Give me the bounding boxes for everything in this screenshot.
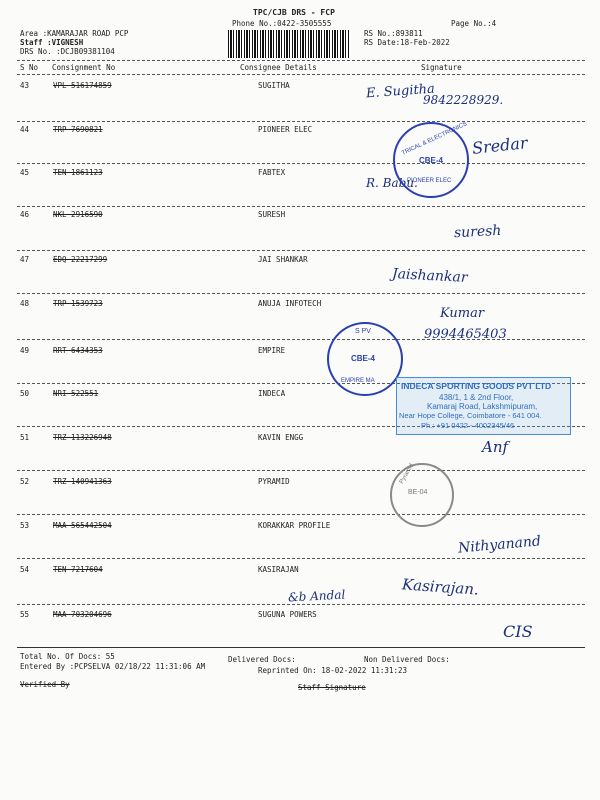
- indeca-stamp-address-3: Near Hope College, Coimbatore - 641 004.: [399, 411, 542, 420]
- phone-number: Phone No.:0422-3505555: [232, 19, 332, 28]
- pyramid-stamp-ring: Pyramid: [398, 462, 416, 486]
- indeca-stamp-phone: Ph.: +91 0422 - 4002345/46: [421, 421, 515, 430]
- row-divider: [17, 470, 585, 471]
- row-consignment: TRZ 140941363: [53, 477, 112, 486]
- col-header-consignment: Consignment No: [52, 63, 116, 72]
- row-consignee: KASIRAJAN: [258, 565, 299, 574]
- signature-55: CIS: [503, 622, 533, 641]
- row-consignment: TEN 7217604: [53, 565, 103, 574]
- row-consignee: SURESH: [258, 210, 286, 219]
- signature-43: E. Sugitha: [365, 81, 436, 102]
- empire-stamp: [327, 322, 403, 396]
- staff-label: Staff :VIGNESH: [20, 38, 84, 47]
- pioneer-stamp-bottom: PIONEER ELEC: [407, 178, 452, 184]
- rs-number: RS No.:893811: [364, 29, 423, 38]
- page-number: Page No.:4: [451, 19, 497, 28]
- drs-number: DRS No. :DCJB09381104: [20, 47, 115, 56]
- signature-45: R. Babu.: [366, 176, 418, 190]
- signature-53: Nithyanand: [457, 533, 542, 557]
- col-header-consignee: Consignee Details: [240, 63, 317, 72]
- row-consignment: MAA 703204696: [53, 610, 112, 619]
- row-divider: [17, 514, 585, 515]
- signature-43-phone: 9842228929.: [423, 93, 504, 107]
- row-sno: 45: [20, 168, 30, 177]
- signature-48: Kumar: [440, 306, 485, 321]
- row-consignment: VPL 516174859: [53, 81, 112, 90]
- row-consignment: TEN 1861123: [53, 168, 103, 177]
- signature-54: Kasirajan.: [401, 575, 480, 599]
- empire-stamp-center: CBE-4: [351, 354, 376, 363]
- row-sno: 49: [20, 346, 30, 355]
- row-consignee: INDECA: [258, 389, 286, 398]
- row-divider: [17, 293, 585, 294]
- signature-48-phone: 9994465403: [424, 327, 507, 342]
- signature-46: suresh: [453, 222, 502, 242]
- rs-date: RS Date:18-Feb-2022: [364, 38, 450, 47]
- col-header-signature: Signature: [421, 63, 462, 72]
- entered-by: Entered By :PCPSELVA 02/18/22 11:31:06 AM: [20, 662, 206, 671]
- indeca-stamp: [396, 377, 571, 435]
- row-consignee: JAI SHANKAR: [258, 255, 308, 264]
- row-sno: 52: [20, 477, 30, 486]
- pyramid-stamp: [390, 463, 454, 527]
- row-divider: [17, 250, 585, 251]
- pioneer-stamp-ring: TRICAL & ELECTRONICS: [401, 121, 469, 157]
- row-divider: [17, 163, 585, 164]
- row-sno: 55: [20, 610, 30, 619]
- signature-44: Sredar: [471, 133, 529, 158]
- row-consignee: SUGUNA POWERS: [258, 610, 317, 619]
- pioneer-stamp: [393, 122, 469, 198]
- row-sno: 54: [20, 565, 30, 574]
- columns-divider: [17, 74, 585, 75]
- row-consignee: KORAKKAR PROFILE: [258, 521, 331, 530]
- signature-54-note: &b Andal: [287, 587, 346, 605]
- row-divider: [17, 604, 585, 605]
- document-title: TPC/CJB DRS - FCP: [253, 8, 335, 17]
- reprinted-on: Reprinted On: 18-02-2022 11:31:23: [258, 666, 408, 675]
- row-consignee: EMPIRE: [258, 346, 286, 355]
- row-consignment: NKL 2916590: [53, 210, 103, 219]
- header-divider: [17, 60, 585, 61]
- row-consignment: RRT 6434353: [53, 346, 103, 355]
- barcode: [228, 30, 350, 58]
- row-sno: 53: [20, 521, 30, 530]
- indeca-stamp-address-1: 438/1, 1 & 2nd Floor,: [439, 393, 514, 402]
- row-consignment: TRP 1539723: [53, 299, 103, 308]
- row-divider: [17, 558, 585, 559]
- empire-stamp-bottom: EMPIRE MA: [341, 378, 375, 384]
- row-consignment: NRI 522551: [53, 389, 99, 398]
- signature-51: Anf: [482, 438, 509, 456]
- row-sno: 43: [20, 81, 30, 90]
- row-sno: 51: [20, 433, 30, 442]
- row-consignee: KAVIN ENGG: [258, 433, 304, 442]
- staff-signature-label: Staff Signature: [298, 683, 366, 692]
- verified-by: Verified By: [20, 680, 70, 689]
- row-consignment: TRP 7690821: [53, 125, 103, 134]
- delivered-docs: Delivered Docs:: [228, 655, 296, 664]
- pyramid-stamp-center: BE-04: [408, 489, 428, 496]
- row-sno: 48: [20, 299, 30, 308]
- row-consignee: ANUJA INFOTECH: [258, 299, 322, 308]
- signature-47: Jaishankar: [391, 266, 468, 286]
- empire-stamp-top: S PV: [355, 328, 371, 335]
- row-sno: 50: [20, 389, 30, 398]
- total-docs: Total No. Of Docs: 55: [20, 652, 115, 661]
- row-consignment: MAA 565442504: [53, 521, 112, 530]
- row-consignment: EDQ 22217299: [53, 255, 108, 264]
- area-label: Area :KAMARAJAR ROAD PCP: [20, 29, 129, 38]
- indeca-stamp-address-2: Kamaraj Road, Lakshmipuram,: [427, 402, 538, 411]
- row-consignment: TRZ 113226948: [53, 433, 112, 442]
- row-consignee: PYRAMID: [258, 477, 290, 486]
- row-sno: 46: [20, 210, 30, 219]
- row-consignee: SUGITHA: [258, 81, 290, 90]
- non-delivered-docs: Non Delivered Docs:: [364, 655, 450, 664]
- row-sno: 47: [20, 255, 30, 264]
- row-divider: [17, 121, 585, 122]
- row-sno: 44: [20, 125, 30, 134]
- row-consignee: PIONEER ELEC: [258, 125, 313, 134]
- pioneer-stamp-center: CBE-4: [419, 156, 444, 165]
- table-bottom-divider: [17, 647, 585, 648]
- row-divider: [17, 206, 585, 207]
- row-consignee: FABTEX: [258, 168, 286, 177]
- indeca-stamp-name: INDECA SPORTING GOODS PVT LTD: [401, 381, 552, 391]
- col-header-sno: S No: [20, 63, 39, 72]
